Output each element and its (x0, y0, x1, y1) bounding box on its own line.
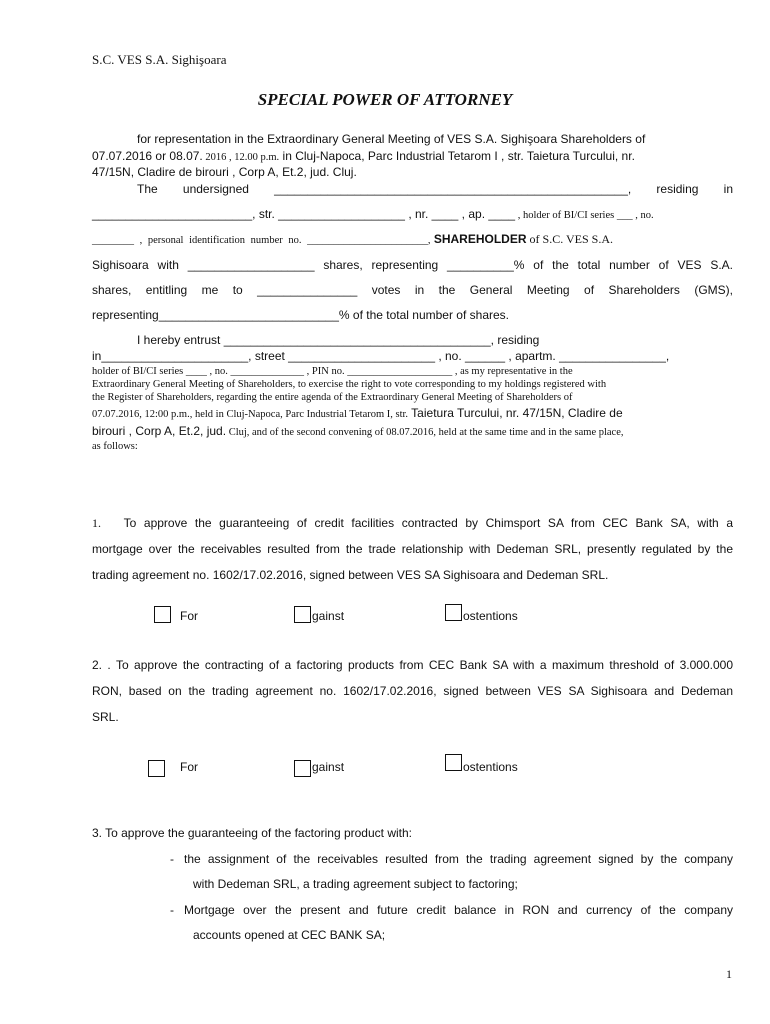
undersigned-line-4: Sighisoara with ___________________ shares, representing __________% of the total number of VES S.A. (92, 258, 733, 272)
entrust-line-5: the Register of Shareholders, regarding the entire agenda of the Extraordinary General Meeting of Shareholders of (92, 392, 573, 403)
vote-2-abstentions-checkbox[interactable] (445, 754, 462, 771)
meeting-location: in Cluj-Napoca, Parc Industrial Tetarom I , str. Taietura Turcului, nr. (279, 149, 635, 163)
entrust-line-7 (92, 424, 624, 440)
item-3-bullet-1-marker: - (170, 852, 174, 866)
entrust-line-2: in______________________, street ______________________ , no. ______ , apartm. ________________, (92, 349, 670, 363)
item-3-line-1: 3. To approve the guaranteeing of the factoring product with: (92, 826, 412, 840)
id-series-field: , holder of BI/CI series ___ , no. (515, 210, 654, 221)
meeting-street: Taietura Turcului, nr. 47/15N, Cladire de (408, 406, 623, 420)
item-3-bullet-1-line-2: with Dedeman SRL, a trading agreement subject to factoring; (193, 877, 518, 891)
undersigned-line-3 (92, 232, 613, 248)
item-1-line-3: trading agreement no. 1602/17.02.2016, signed between VES SA Sighisoara and Dedeman SRL. (92, 568, 609, 582)
vote-2-abstentions-label: ostentions (463, 760, 518, 774)
item-3-bullet-1-line-1: the assignment of the receivables resulted from the trading agreement signed by the company (184, 852, 733, 866)
vote-1-for-label: For (180, 609, 198, 623)
item-1-text: To approve the guaranteeing of credit facilities contracted by Chimsport SA from CEC Bank SA, with a (123, 516, 733, 530)
item-2-line-2: RON, based on the trading agreement no. 1602/17.02.2016, signed between VES SA Sighisoara and Dedeman (92, 684, 733, 698)
item-3-bullet-2-line-2: accounts opened at CEC BANK SA; (193, 928, 386, 942)
intro-line-1: for representation in the Extraordinary General Meeting of VES S.A. Sighişoara Shareholders of (137, 132, 646, 146)
document-title: SPECIAL POWER OF ATTORNEY (257, 90, 513, 109)
vote-1-for-checkbox[interactable] (154, 606, 171, 623)
entrust-line-8: as follows: (92, 441, 138, 452)
company-header: S.C. VES S.A. Sighişoara (92, 52, 227, 67)
undersigned-line-1: The undersigned _____________________________________________________, residing in (137, 182, 733, 196)
undersigned-line-6: representing___________________________% of the total number of shares. (92, 308, 509, 322)
entrust-line-1: I hereby entrust ________________________________________, residing (137, 333, 540, 347)
vote-1-against-checkbox[interactable] (294, 606, 311, 623)
meeting-dates: 07.07.2016 or 08.07. (92, 149, 203, 163)
company-name: of S.C. VES S.A. (526, 232, 613, 246)
entrust-line-3: holder of BI/CI series ____ , no. ______________ , PIN no. ____________________ , as my representative in the (92, 366, 573, 377)
pin-field: ________ , personal identification number no. _______________________, (92, 235, 431, 246)
entrust-line-6 (92, 406, 623, 422)
vote-1-abstentions-checkbox[interactable] (445, 604, 462, 621)
vote-2-against-checkbox[interactable] (294, 760, 311, 777)
item-2-line-1: 2. . To approve the contracting of a factoring products from CEC Bank SA with a maximum threshold of 3.000.000 (92, 658, 733, 672)
undersigned-line-5: shares, entitling me to _______________ votes in the General Meeting of Shareholders (GMS), (92, 283, 733, 297)
meeting-time: 2016 , 12.00 p.m. (202, 152, 280, 163)
item-3-bullet-2-line-1: Mortgage over the present and future credit balance in RON and currency of the company (184, 903, 733, 917)
undersigned-line-2 (92, 207, 654, 223)
page-number: 1 (726, 967, 732, 981)
vote-1-against-label: gainst (312, 609, 345, 623)
intro-line-3: 47/15N, Cladire de birouri , Corp A, Et.2, jud. Cluj. (92, 165, 357, 179)
vote-2-for-checkbox[interactable] (148, 760, 165, 777)
entrust-line-4: Extraordinary General Meeting of Shareholders, to exercise the right to vote corresponding to my holdings registered with (92, 379, 607, 390)
vote-2-for-label: For (180, 760, 198, 774)
second-convening: Cluj, and of the second convening of 08.07.2016, held at the same time and in the same place, (226, 427, 624, 438)
intro-line-2 (92, 149, 635, 165)
item-1-line-1 (92, 516, 733, 531)
item-1-number: 1. (92, 516, 101, 530)
meeting-details: 07.07.2016, 12:00 p.m., held in Cluj-Napoca, Parc Industrial Tetarom I, str. (92, 409, 409, 420)
meeting-building: birouri , Corp A, Et.2, jud. (92, 424, 227, 438)
item-2-line-3: SRL. (92, 710, 119, 724)
item-1-line-2: mortgage over the receivables resulted from the trade relationship with Dedeman SRL, presently regulated by the (92, 542, 733, 556)
item-3-bullet-2-marker: - (170, 903, 174, 917)
shareholder-label: SHAREHOLDER (430, 232, 527, 246)
address-fields: ________________________, str. ___________________ , nr. ____ , ap. ____ (92, 207, 516, 221)
vote-1-abstentions-label: ostentions (463, 609, 518, 623)
vote-2-against-label: gainst (312, 760, 345, 774)
